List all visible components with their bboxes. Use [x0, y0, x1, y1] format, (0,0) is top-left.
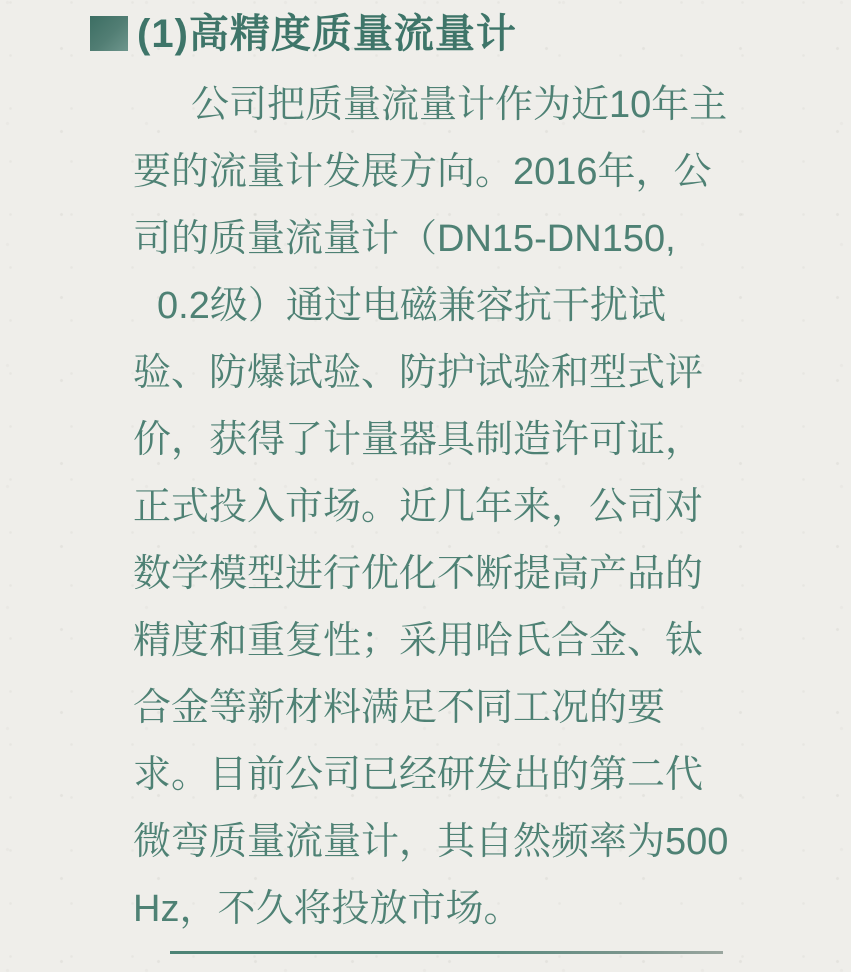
- text-line: 价，获得了计量器具制造许可证，: [133, 419, 704, 461]
- text-line: 精度和重复性；采用哈氏合金、钛: [133, 620, 704, 662]
- text-line: 0.2级）通过电磁兼容抗干扰试: [157, 285, 666, 327]
- section-header: [0, 0, 851, 56]
- text-line: 公司把质量流量计作为近10年主: [191, 84, 728, 126]
- text-line: 微弯质量流量计，其自然频率为500: [133, 821, 729, 863]
- text-line: Hz，不久将投放市场。: [133, 888, 522, 930]
- text-line: 正式投入市场。近几年来，公司对: [133, 486, 704, 528]
- section-divider: [170, 951, 723, 954]
- text-line: 要的流量计发展方向。2016年，公: [133, 151, 712, 193]
- text-line: 合金等新材料满足不同工况的要: [133, 687, 666, 729]
- article-body: [0, 72, 851, 943]
- text-line: 数学模型进行优化不断提高产品的: [133, 553, 704, 595]
- square-bullet-icon: [90, 16, 128, 51]
- section-title: (1)高精度质量流量计: [137, 12, 517, 56]
- text-line: 求。目前公司已经研发出的第二代: [133, 754, 704, 796]
- text-line: 验、防爆试验、防护试验和型式评: [133, 352, 704, 394]
- text-line: 司的质量流量计（DN15-DN150,: [133, 218, 676, 260]
